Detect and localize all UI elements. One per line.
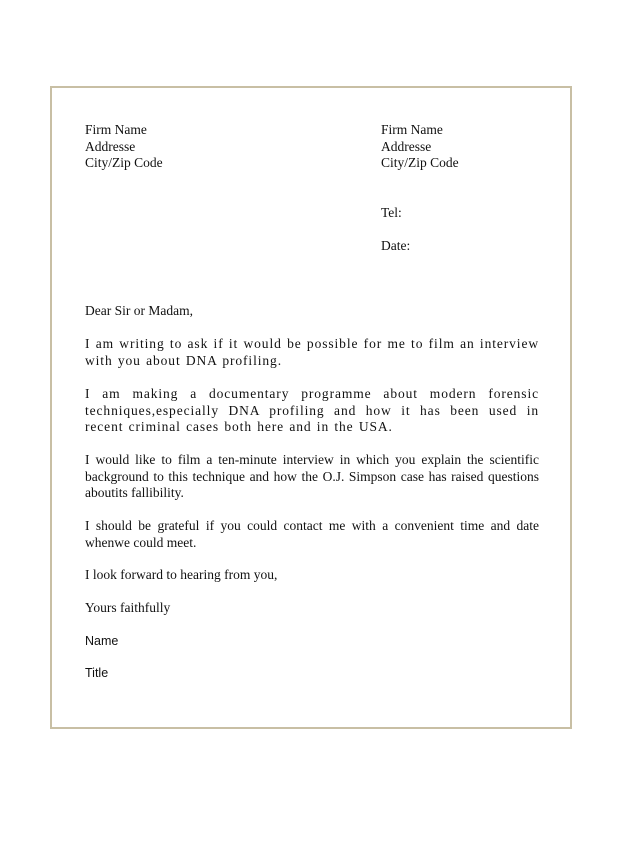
valediction: Yours faithfully [85, 600, 171, 615]
recipient-address-block [381, 122, 459, 172]
sender-city-zip: City/Zip Code [85, 155, 163, 170]
tel-label: Tel: [381, 205, 402, 220]
recipient-city-zip: City/Zip Code [381, 155, 459, 170]
recipient-address: Addresse [381, 138, 432, 154]
sender-address: Addresse [85, 138, 136, 154]
salutation: Dear Sir or Madam, [85, 303, 193, 318]
paragraph-1: I am writing to ask if it would be possible for me to film an interview with you about DNA profiling. [85, 336, 539, 368]
signature-title: Title [85, 666, 109, 680]
sender-address-block [85, 122, 163, 172]
recipient-firm-name: Firm Name [381, 122, 443, 137]
paragraph-4: I should be grateful if you could contact me with a convenient time and date whenwe could meet. [85, 518, 539, 550]
paragraph-2: I am making a documentary programme about modern forensic techniques,especially DNA profiling and how it has been used in recent criminal cases both here and in the USA. [85, 386, 539, 434]
paragraph-3: I would like to film a ten-minute interview in which you explain the scientific background to this technique and how the O.J. Simpson case has raised questions aboutits fallibility. [85, 452, 539, 500]
sender-firm-name: Firm Name [85, 122, 147, 137]
closing-line: I look forward to hearing from you, [85, 567, 278, 582]
signature-name: Name [85, 634, 119, 648]
date-label: Date: [381, 238, 411, 253]
